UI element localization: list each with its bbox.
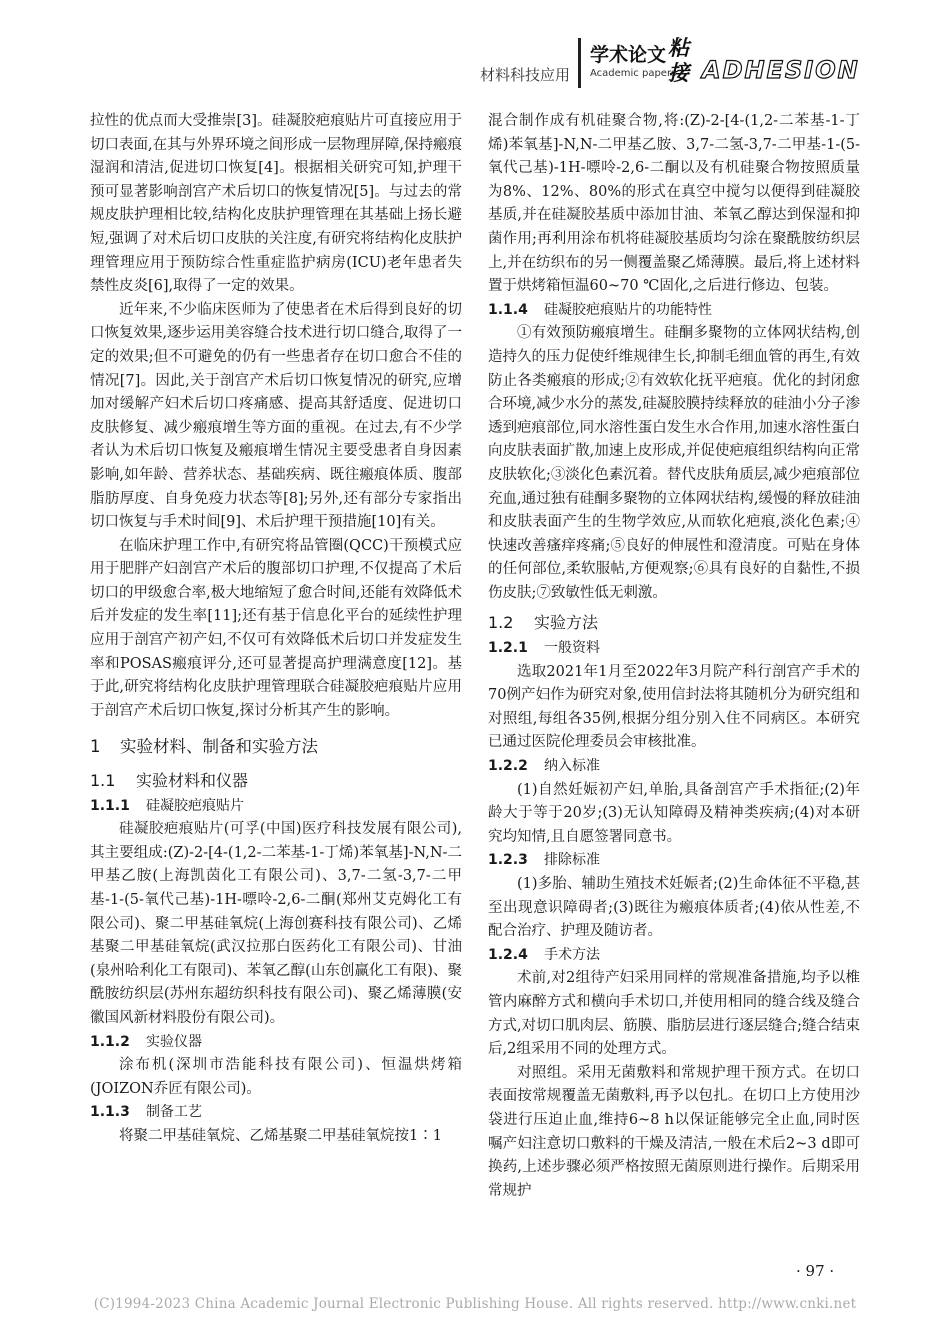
paragraph: 在临床护理工作中,有研究将品管圈(QCC)干预模式应用于肥胖产妇剖宫产术后的腹部切口护理,不仅提高了术后切口的甲级愈合率,极大地缩短了愈合时间,还能有效降低术后并发症的发生率[11];还有基于信息化平台的延续性护理应用于剖宫产初产妇,不仅可有效降低术后切口并发症发生率和POSAS瘢痕评分,还可显著提高护理满意度[12]。基于此,研究将结构化皮肤护理管理联合硅凝胶疤痕贴片应用于剖宫产术后切口恢复,探讨分析其产生的影响。 [90,537,462,719]
paragraph: ①有效预防瘢痕增生。硅酮多聚物的立体网状结构,创造持久的压力促使纤维规律生长,抑制毛细血管的再生,有效防止各类瘢痕的形成;②有效软化抚平疤痕。优化的封闭愈合环境,减少水分的蒸发,硅凝胶膜持续释放的硅油小分子渗透到疤痕部位,同水溶性蛋白发生水合作用,加速水溶性蛋白向皮肤表面扩散,加速上皮形成,并促使疤痕组织结构向正常皮肤软化;③淡化色素沉着。替代皮肤角质层,减少疤痕部位充血,通过独有硅酮多聚物的立体网状结构,缓慢的释放硅油和皮肤表面产生的生物学效应,从而软化疤痕,淡化色素;④快速改善瘙痒疼痛;⑤良好的伸展性和澄清度。可贴在身体的任何部位,柔软服帖,方便观察;⑥具有良好的自黏性,不损伤皮肤;⑦致敏性低无刺激。 [488,325,860,601]
subsection-heading [488,611,860,635]
subsubsection-title: 硅凝胶疤痕贴片的功能特性 [544,301,712,318]
subsection-title: 实验方法 [534,613,599,633]
subsubsection-number: 1.1.2 [90,1033,130,1050]
logo-english: ADHESION [702,56,860,84]
subsection-title: 实验材料和仪器 [136,771,249,791]
subsubsection-heading [90,1101,462,1125]
subsubsection-title: 一般资料 [544,640,600,657]
paragraph: 近年来,不少临床医师为了使患者在术后得到良好的切口恢复效果,逐步运用美容缝合技术进行切口缝合,取得了一定的效果;但不可避免的仍有一些患者存在切口愈合不佳的情况[7]。因此,关于剖宫产术后切口恢复情况的研究,应增加对缓解产妇术后切口疼痛感、提高其舒适度、促进切口皮肤修复、减少瘢痕增生等方面的重视。在过去,有不少学者认为术后切口恢复及瘢痕增生情况主要受患者自身因素影响,如年龄、营养状态、基础疾病、既往瘢痕体质、腹部脂肪厚度、自身免疫力状态等[8];另外,还有部分专家指出切口恢复与手术时间[9]、术后护理干预措施[10]有关。 [90,301,462,531]
paragraph: 对照组。采用无菌敷料和常规护理干预方式。在切口表面按常规覆盖无菌敷料,再予以包扎。在切口上方使用沙袋进行压迫止血,维持6~8 h以保证能够完全止血,同时医嘱产妇注意切口敷料的干燥及清洁,一般在术后2~3 d即可换药,上述步骤必须严格按照无菌原则进行操作。后期采用常规护 [488,1064,860,1199]
section-heading [90,735,462,759]
subsection-heading [90,769,462,793]
subsubsection-number: 1.2.2 [488,758,528,775]
subsubsection-number: 1.2.4 [488,946,528,963]
subsubsection-title: 制备工艺 [146,1104,202,1121]
subsubsection-number: 1.2.3 [488,852,528,869]
header-divider [578,38,581,88]
logo-chinese: 粘接 [668,36,689,85]
section-label: 材料科技应用 [480,66,571,84]
subsubsection-heading [90,1031,462,1055]
paragraph: (1)多胎、辅助生殖技术妊娠者;(2)生命体征不平稳,甚至出现意识障碍者;(3)既往为瘢痕体质者;(4)依从性差,不配合治疗、护理及随访者。 [488,876,860,940]
subsubsection-heading [488,849,860,873]
subsubsection-heading [90,795,462,819]
subsubsection-title: 排除标准 [544,852,600,869]
paragraph: 将聚二甲基硅氧烷、乙烯基聚二甲基硅氧烷按1∶1 [119,1127,442,1144]
subsubsection-title: 实验仪器 [146,1033,202,1050]
subsubsection-heading [488,755,860,779]
subsubsection-number: 1.1.1 [90,797,130,814]
subsubsection-number: 1.2.1 [488,640,528,657]
copyright-footer: (C)1994-2023 China Academic Journal Electronic Publishing House. All rights reserved. http://www.cnki.net [93,1296,857,1312]
journal-column-subtitle: Academic papers [590,68,677,79]
subsubsection-number: 1.1.3 [90,1104,130,1121]
subsubsection-number: 1.1.4 [488,301,528,318]
paragraph: 硅凝胶疤痕贴片(可孚(中国)医疗科技发展有限公司),其主要组成:(Z)-2-[4-(1,2-二苯基-1-丁烯)苯氧基]-N,N-二甲基乙胺(上海凯茵化工有限公司)、3,7-二氢-3,7-二甲基-1-(5-氧代己基)-1H-嘌呤-2,6-二酮(郑州艾克姆化工有限公司)、聚二甲基硅氧烷(上海创赛科技有限公司)、乙烯基聚二甲基硅氧烷(武汉拉那白医药化工有限公司)、甘油(泉州哈利化工有限司)、苯氧乙醇(山东创赢化工有限)、聚酰胺纺织层(苏州东超纺织科技有限公司)、聚乙烯薄膜(安徽国风新材料股份有限公司)。 [90,821,462,1026]
journal-column-title: 学术论文 [590,44,667,66]
paragraph: 混合制作成有机硅聚合物,将:(Z)-2-[4-(1,2-二苯基-1-丁烯)苯氧基]-N,N-二甲基乙胺、3,7-二氢-3,7-二甲基-1-(5-氧代己基)-1H-嘌呤-2,6-二酮以及有机硅聚合物按照质量为8%、12%、80%的形式在真空中搅匀以便得到硅凝胶基质,并在硅凝胶基质中添加甘油、苯氧乙醇达到保湿和抑菌作用;再利用涂布机将硅凝胶基质均匀涂在聚酰胺纺织层上,并在纺织布的另一侧覆盖聚乙烯薄膜。最后,将上述材料置于烘烤箱恒温60~70 ℃固化,之后进行修边、包装。 [488,113,860,295]
section-title: 实验材料、制备和实验方法 [120,737,318,757]
section-number: 1 [90,737,101,757]
subsubsection-title: 手术方法 [544,946,600,963]
subsection-number: 1.1 [90,771,116,791]
paragraph: 拉性的优点而大受推崇[3]。硅凝胶疤痕贴片可直接应用于切口表面,在其与外界环境之间形成一层物理屏障,保持瘢痕湿润和清洁,促进切口恢复[4]。根据相关研究可知,护理干预可显著影响剖宫产术后切口的恢复情况[5]。与过去的常规皮肤护理相比较,结构化皮肤护理管理在其基础上扬长避短,强调了对术后切口皮肤的关注度,有研究将结构化皮肤护理管理应用于预防综合性重症监护病房(ICU)老年患者失禁性皮炎[6],取得了一定的效果。 [90,113,462,295]
journal-logo [668,36,868,90]
paragraph: 选取2021年1月至2022年3月院产科行剖宫产手术的70例产妇作为研究对象,使用信封法将其随机分为研究组和对照组,每组各35例,根据分组分别入住不同病区。本研究已通过医院伦理委员会审核批准。 [488,663,860,751]
right-column [488,110,860,1203]
page-header [0,34,950,94]
paragraph: (1)自然妊娠初产妇,单胎,具备剖宫产手术指征;(2)年龄大于等于20岁;(3)无认知障碍及精神类疾病;(4)对本研究均知情,且自愿签署同意书。 [488,781,860,845]
subsubsection-title: 纳入标准 [544,758,600,775]
subsubsection-heading [488,299,860,323]
paragraph: 涂布机(深圳市浩能科技有限公司)、恒温烘烤箱(JOIZON乔匠有限公司)。 [90,1057,462,1097]
left-column [90,110,462,1149]
subsubsection-heading [488,637,860,661]
subsubsection-title: 硅凝胶疤痕贴片 [146,797,244,814]
paragraph: 术前,对2组待产妇采用同样的常规准备措施,均予以椎管内麻醉方式和横向手术切口,并使用相同的缝合线及缝合方式,对切口肌肉层、筋膜、脂肪层进行逐层缝合;缝合结束后,2组采用不同的处理方式。 [488,970,860,1058]
page-number: · 97 · [796,1262,835,1280]
subsubsection-heading [488,944,860,968]
subsection-number: 1.2 [488,613,514,633]
